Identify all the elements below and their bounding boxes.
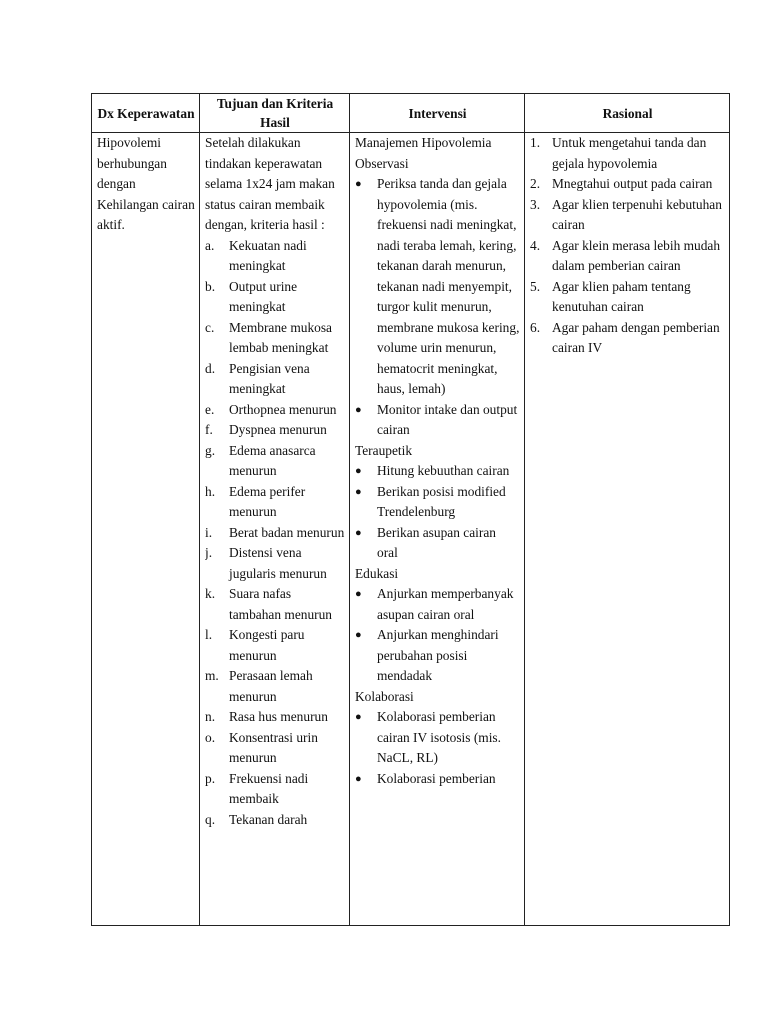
criteria-item-text: Tekanan darah <box>229 811 308 827</box>
rasional-item-text: Untuk mengetahui tanda dan gejala hypovolemia <box>552 135 707 171</box>
criteria-item-text: Suara nafas tambahan menurun <box>229 586 332 622</box>
intervensi-section-heading: Observasi <box>355 155 409 171</box>
intervensi-item <box>355 461 520 482</box>
criteria-item <box>205 318 345 359</box>
criteria-item <box>205 625 345 666</box>
intervensi-section-heading: Kolaborasi <box>355 688 414 704</box>
criteria-item-marker: k. <box>205 586 216 601</box>
intervensi-item-text: Monitor intake dan output cairan <box>377 401 518 437</box>
rasional-item-marker: 5. <box>530 278 541 294</box>
criteria-item-marker: g. <box>205 442 216 458</box>
intervensi-item-text: Anjurkan memperbanyak asupan cairan oral <box>377 586 514 622</box>
intervensi-item-text: Periksa tanda dan gejala hypovolemia (mis. frekuensi nadi meningkat, nadi teraba lemah, kering, tekanan darah menurun, tekanan nadi menyempit, turgor kulit menurun, membrane mukosa kering, volume urin menurun, hematocrit meningkat, haus, lemah) <box>377 176 520 396</box>
criteria-item <box>205 236 345 277</box>
bullet-dot-icon: ● <box>355 772 362 785</box>
intervensi-item <box>355 174 520 400</box>
criteria-item-marker: f. <box>205 422 213 437</box>
criteria-item-marker: c. <box>205 319 215 335</box>
criteria-item <box>205 420 345 441</box>
rasional-item-text: Agar klien terpenuhi kebutuhan cairan <box>552 196 722 232</box>
criteria-item-marker: i. <box>205 524 213 540</box>
rasional-item-marker: 2. <box>530 176 541 191</box>
criteria-item-text: Konsentrasi urin menurun <box>229 729 318 765</box>
criteria-item-marker: d. <box>205 360 216 376</box>
rasional-item <box>530 236 725 277</box>
criteria-item-text: Frekuensi nadi membaik <box>229 770 309 806</box>
rasional-item-marker: 3. <box>530 196 541 212</box>
criteria-item-marker: p. <box>205 770 216 786</box>
dx-text: Hipovolemi berhubungan dengan Kehilangan cairan aktif. <box>97 135 195 232</box>
table-header-row <box>92 94 730 133</box>
criteria-item <box>205 441 345 482</box>
rasional-item-text: Mnegtahui output pada cairan <box>552 176 713 191</box>
intervensi-item <box>355 769 520 790</box>
header-rasional: Rasional <box>525 94 730 133</box>
tujuan-intro: Setelah dilakukan tindakan keperawatan selama 1x24 jam makan status cairan membaik dengan, kriteria hasil : <box>205 135 335 232</box>
intervensi-item-text: Anjurkan menghindari perubahan posisi mendadak <box>377 627 499 683</box>
bullet-dot-icon: ● <box>355 403 362 416</box>
header-tujuan: Tujuan dan Kriteria Hasil <box>200 94 350 133</box>
criteria-item <box>205 277 345 318</box>
rasional-item-text: Agar klein merasa lebih mudah dalam pemberian cairan <box>552 237 721 273</box>
bullet-dot-icon: ● <box>355 711 362 723</box>
intervensi-cell <box>350 133 525 926</box>
intervensi-bullet-list <box>355 461 520 564</box>
criteria-item-marker: j. <box>205 545 213 560</box>
criteria-item <box>205 584 345 625</box>
intervensi-item <box>355 625 520 687</box>
criteria-item-marker: e. <box>205 401 215 417</box>
rasional-item-text: Agar klien paham tentang kenutuhan cairan <box>552 278 691 314</box>
bullet-dot-icon: ● <box>355 588 362 600</box>
criteria-item <box>205 728 345 769</box>
criteria-item-text: Kongesti paru menurun <box>229 627 305 663</box>
criteria-item-text: Membrane mukosa lembab meningkat <box>229 319 333 355</box>
criteria-item-text: Rasa hus menurun <box>229 709 328 724</box>
rasional-item <box>530 277 725 318</box>
bullet-dot-icon: ● <box>355 465 362 477</box>
rasional-item <box>530 133 725 174</box>
intervensi-bullet-list <box>355 584 520 687</box>
criteria-item-text: Pengisian vena meningkat <box>229 360 310 396</box>
criteria-item-marker: a. <box>205 237 215 253</box>
intervensi-bullet-list <box>355 707 520 789</box>
rasional-item-marker: 1. <box>530 135 541 150</box>
criteria-item-text: Orthopnea menurun <box>229 401 337 417</box>
bullet-dot-icon: ● <box>355 526 362 539</box>
criteria-item <box>205 543 345 584</box>
criteria-list <box>205 236 345 831</box>
rasional-item <box>530 318 725 359</box>
rasional-list <box>530 133 725 359</box>
intervensi-bullet-list <box>355 174 520 441</box>
criteria-item-marker: n. <box>205 709 216 724</box>
intervensi-title: Manajemen Hipovolemia <box>355 135 492 150</box>
rasional-item-marker: 6. <box>530 319 541 335</box>
bullet-dot-icon: ● <box>355 485 362 498</box>
rasional-cell <box>525 133 730 926</box>
criteria-item-marker: q. <box>205 811 216 827</box>
bullet-dot-icon: ● <box>355 629 362 641</box>
criteria-item <box>205 359 345 400</box>
criteria-item <box>205 707 345 728</box>
criteria-item-text: Distensi vena jugularis menurun <box>229 545 327 581</box>
bullet-dot-icon: ● <box>355 178 362 190</box>
intervensi-item <box>355 707 520 769</box>
intervensi-item <box>355 482 520 523</box>
rasional-item-marker: 4. <box>530 237 541 253</box>
criteria-item-marker: m. <box>205 668 219 683</box>
criteria-item-marker: b. <box>205 278 216 294</box>
criteria-item-text: Edema anasarca menurun <box>229 442 316 478</box>
intervensi-item-text: Hitung kebuuthan cairan <box>377 463 510 478</box>
rasional-item <box>530 195 725 236</box>
criteria-item-marker: l. <box>205 627 213 642</box>
criteria-item <box>205 482 345 523</box>
criteria-item-text: Edema perifer menurun <box>229 483 306 519</box>
criteria-item-text: Dyspnea menurun <box>229 422 327 437</box>
intervensi-section-heading: Teraupetik <box>355 442 413 458</box>
criteria-item-text: Output urine meningkat <box>229 278 298 314</box>
criteria-item-marker: h. <box>205 483 216 499</box>
intervensi-item <box>355 523 520 564</box>
tujuan-cell <box>200 133 350 926</box>
header-dx: Dx Keperawatan <box>92 94 200 133</box>
intervensi-item-text: Kolaborasi pemberian <box>377 770 496 786</box>
intervensi-section-heading: Edukasi <box>355 565 399 581</box>
criteria-item-marker: o. <box>205 729 216 745</box>
criteria-item <box>205 523 345 544</box>
intervensi-item-text: Berikan asupan cairan oral <box>377 524 496 560</box>
intervensi-item-text: Kolaborasi pemberian cairan IV isotosis (mis. NaCL, RL) <box>377 709 501 765</box>
header-intervensi: Intervensi <box>350 94 525 133</box>
care-plan-table <box>91 93 730 926</box>
dx-cell <box>92 133 200 926</box>
rasional-item-text: Agar paham dengan pemberian cairan IV <box>552 319 720 355</box>
criteria-item-text: Berat badan menurun <box>229 524 345 540</box>
rasional-item <box>530 174 725 195</box>
criteria-item-text: Kekuatan nadi meningkat <box>229 237 307 273</box>
intervensi-item <box>355 400 520 441</box>
criteria-item <box>205 666 345 707</box>
table-body-row <box>92 133 730 926</box>
intervensi-item-text: Berikan posisi modified Trendelenburg <box>377 483 506 519</box>
criteria-item <box>205 810 345 831</box>
criteria-item <box>205 400 345 421</box>
criteria-item <box>205 769 345 810</box>
intervensi-item <box>355 584 520 625</box>
criteria-item-text: Perasaan lemah menurun <box>229 668 313 704</box>
